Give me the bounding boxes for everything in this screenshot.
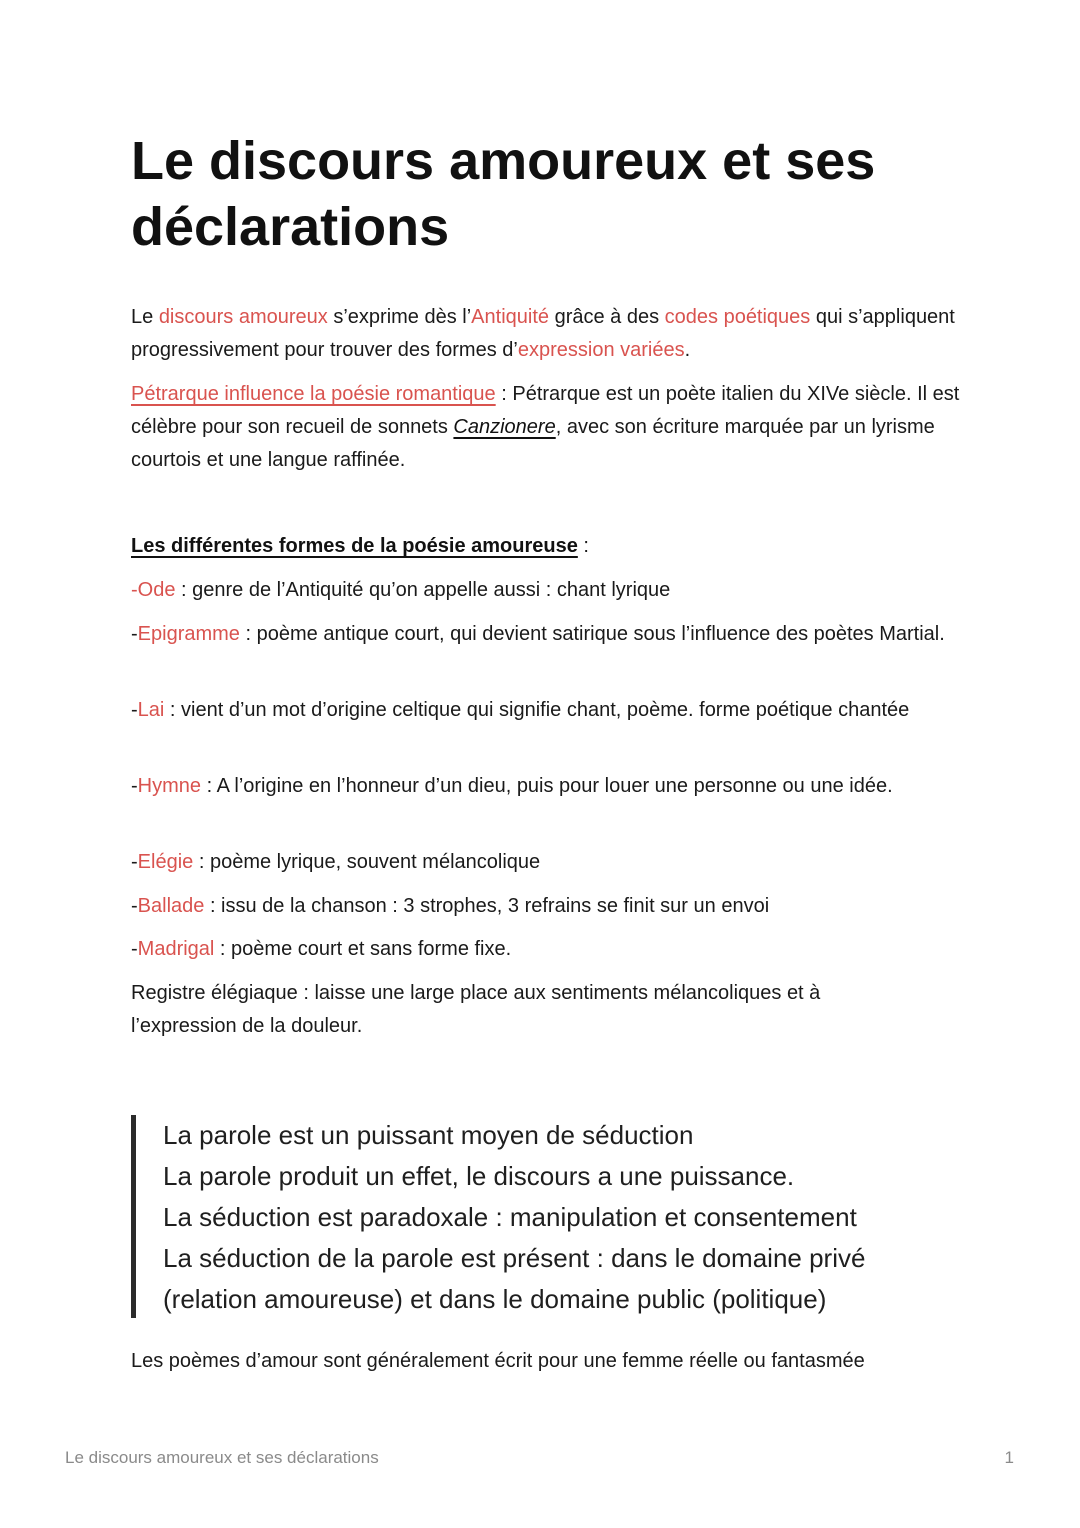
forms-heading-suffix: : [577, 535, 589, 557]
list-item-epigramme [131, 618, 961, 651]
definition-elegie: : poème lyrique, souvent mélancolique [193, 851, 541, 873]
petrarque-paragraph [131, 378, 961, 477]
list-item-ode [131, 574, 961, 607]
term-epigramme: Epigramme [137, 623, 240, 645]
intro-text-3: grâce à des [549, 306, 665, 328]
definition-hymne: : A l’origine en l’honneur d’un dieu, puis pour louer une personne ou une idée. [201, 775, 893, 797]
book-title-canzionere: Canzionere [453, 416, 556, 438]
page-title: Le discours amoureux et ses déclarations [131, 131, 876, 257]
list-item-elegie [131, 846, 961, 879]
petrarque-text-2: , avec son écriture marquée par un lyrisme courtois et une langue raffinée. [131, 416, 935, 471]
definition-epigramme: : poème antique court, qui devient satirique sous l’influence des poètes Martial. [239, 623, 945, 645]
term-elegie: Elégie [137, 851, 194, 873]
term-ode: Ode [137, 579, 176, 601]
definition-ode: : genre de l’Antiquité qu’on appelle aussi : chant lyrique [175, 579, 671, 601]
highlight-expression-variees: expression variées [517, 339, 685, 361]
intro-text-4: qui s’appliquent progressivement pour trouver des formes d’ [131, 306, 955, 361]
list-item-madrigal [131, 933, 961, 966]
list-item-dash: - [131, 851, 138, 873]
intro-text-5: . [684, 339, 691, 361]
term-hymne: Hymne [137, 775, 202, 797]
list-item-dash: - [131, 579, 138, 601]
highlight-antiquite: Antiquité [471, 306, 550, 328]
list-item-lai [131, 694, 961, 727]
definition-lai: : vient d’un mot d’origine celtique qui signifie chant, poème. forme poétique chantée [164, 699, 910, 721]
quote-line: (relation amoureuse) et dans le domaine public (politique) [163, 1284, 827, 1314]
quote-line: La séduction est paradoxale : manipulation et consentement [163, 1202, 857, 1232]
blockquote [131, 1115, 963, 1318]
term-ballade: Ballade [137, 895, 205, 917]
petrarque-text-1: : Pétrarque est un poète italien du XIVe siècle. Il est célèbre pour son recueil de sonnets [131, 383, 960, 438]
intro-text-1: Le [131, 306, 159, 328]
registre-elegiaque: Registre élégiaque : laisse une large place aux sentiments mélancoliques et à l’expression de la douleur. [131, 982, 821, 1037]
closing-paragraph: Les poèmes d’amour sont généralement écrit pour une femme réelle ou fantasmée [131, 1350, 865, 1372]
quote-line: La séduction de la parole est présent : dans le domaine privé [163, 1243, 866, 1273]
highlight-discours-amoureux: discours amoureux [158, 306, 328, 328]
petrarque-link[interactable]: Pétrarque influence la poésie romantique [131, 383, 496, 405]
definition-ballade: : issu de la chanson : 3 strophes, 3 refrains se finit sur un envoi [204, 895, 770, 917]
term-lai: Lai [137, 699, 165, 721]
term-madrigal: Madrigal [137, 938, 215, 960]
list-item-dash: - [131, 623, 138, 645]
footer-document-title: Le discours amoureux et ses déclarations [65, 1448, 379, 1467]
list-item-ballade [131, 890, 961, 923]
forms-heading-text: Les différentes formes de la poésie amoureuse [131, 535, 578, 557]
list-item-dash: - [131, 895, 138, 917]
footer-page-number: 1 [1004, 1448, 1014, 1467]
intro-paragraph [131, 301, 961, 367]
list-item-dash: - [131, 775, 138, 797]
intro-text-2: s’exprime dès l’ [327, 306, 472, 328]
quote-line: La parole produit un effet, le discours a une puissance. [163, 1161, 795, 1191]
list-item-dash: - [131, 699, 138, 721]
highlight-codes-poetiques: codes poétiques [664, 306, 811, 328]
quote-line: La parole est un puissant moyen de séduction [163, 1120, 694, 1150]
list-item-hymne [131, 770, 961, 803]
definition-madrigal: : poème court et sans forme fixe. [214, 938, 512, 960]
forms-heading [131, 530, 961, 563]
list-item-dash: - [131, 938, 138, 960]
